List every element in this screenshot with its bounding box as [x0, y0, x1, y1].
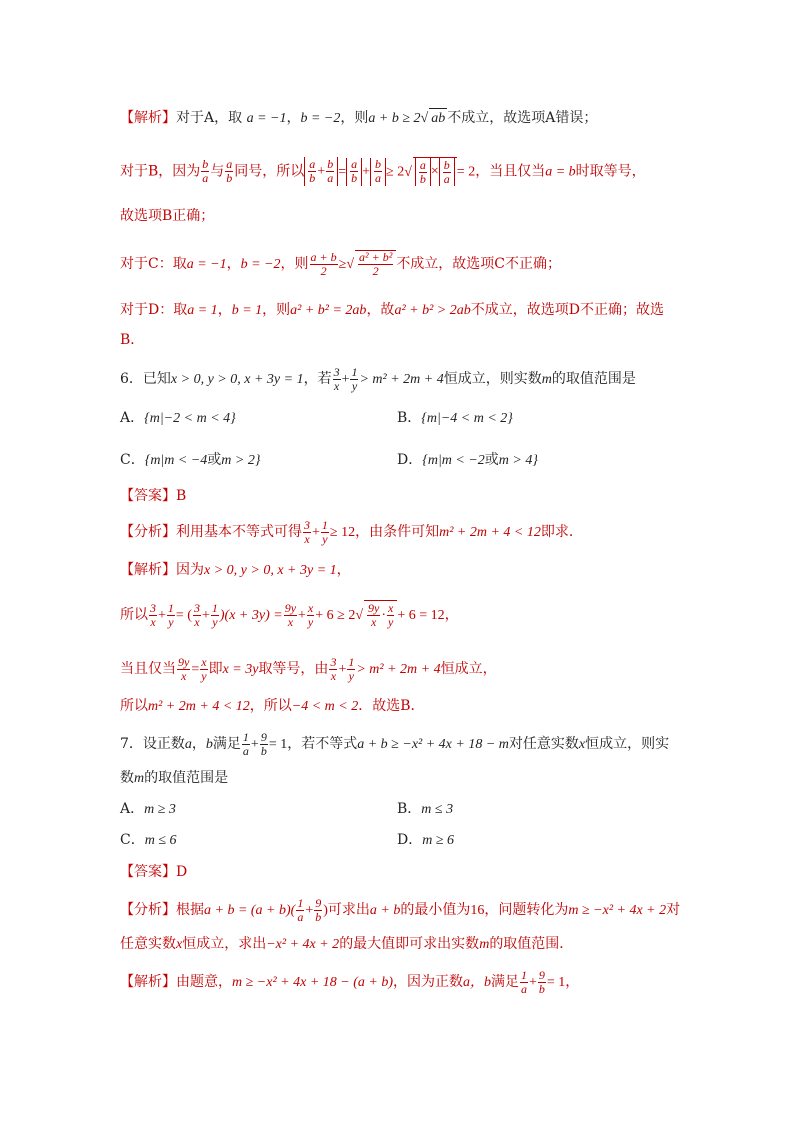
question-6-answer [120, 486, 186, 506]
text: 对于B，因为 [120, 163, 201, 180]
answer-value: B [176, 488, 187, 504]
text: 6．已知 [120, 371, 171, 387]
analysis-tag: 【解析】 [120, 974, 176, 990]
answer-tag: 【答案】 [120, 864, 176, 880]
fraction: $\frac{1}{y}$ [351, 364, 358, 393]
math-expr: a² + b² > 2ab [394, 303, 471, 318]
text: 时取等号， [575, 163, 646, 180]
text: ，则 [280, 256, 309, 272]
text: 满足 [212, 736, 241, 752]
question-7-jiexi: 【解析】由题意，m ≥ −x² + 4x + 18 − (a + b)，因为正数a，b满足 $\frac{1}{a}$ + $\frac{9}{b}$ = 1， [120, 967, 580, 996]
analysis-tag: 【解析】 [120, 562, 176, 578]
abs-expr: $\frac{a}{b}$ + $\frac{b}{a}$ [304, 157, 338, 186]
text: 对任意实数 [508, 736, 579, 752]
math-expr: > m² + 2m + 4 [359, 372, 444, 387]
text: 恒成立，求出 [182, 936, 267, 952]
answer-value: D [176, 864, 188, 880]
fraction: $\frac{3}{x}$ [304, 517, 310, 546]
text: 的取值范围是 [144, 770, 229, 786]
question-6-options-ab [120, 408, 760, 429]
text: 取等号，由 [258, 661, 329, 677]
text: ，因为正数 [392, 974, 463, 990]
option-d[interactable]: D．{m|m < −2或m > 4} [397, 452, 538, 468]
math-expr: b = −2 [240, 257, 281, 272]
text: 对于A，取 [176, 110, 243, 126]
math-expr: a = 1 [187, 303, 218, 318]
analysis-paragraph-c: 对于C：取a = −1，b = −2，则 $\frac{a + b}{2}$ ≥√ $\frac{\text{a² + b²}}{2}$ 不成立，故选项C不正确； [120, 249, 562, 279]
option-a[interactable]: A．m ≥ 3 [120, 801, 176, 817]
text: 任意实数 [120, 936, 176, 952]
math-expr: x > 0, y > 0, x + 3y = 1 [204, 563, 337, 578]
fraction: $\frac{a}{b}$ [226, 157, 233, 185]
text: 恒成立， [440, 661, 497, 677]
text: ，所以 [249, 698, 292, 714]
text: ，若 [303, 371, 332, 387]
math-expr: a² + b² = 2ab [290, 303, 367, 318]
question-6-stem: 6．已知x > 0, y > 0, x + 3y = 1，若 $\frac{3}{x}$ + $\frac{1}{y}$ > m² + 2m + 4恒成立，则实数m的取值范围是 [120, 364, 636, 393]
option-d[interactable]: D．m ≥ 6 [397, 832, 455, 848]
option-b[interactable]: B．m ≤ 3 [397, 801, 454, 817]
text: ，则 [262, 302, 291, 318]
question-6-jiexi-3: 当且仅当 $\frac{9y}{x}$ = $\frac{x}{y}$ 即x = 3y取等号，由 $\frac{3}{x}$ + $\frac{1}{y}$ > m² + 2m + 4恒成立， [120, 654, 497, 683]
text: 当且仅当 [120, 661, 176, 677]
text: 故选项B正确； [120, 208, 215, 224]
fraction: $\frac{a + b}{2}$ [310, 249, 337, 278]
sqrt-ab: √ ab [421, 111, 448, 126]
answer-tag: 【答案】 [120, 488, 176, 504]
question-6-fenxi: 【分析】利用基本不等式可得 $\frac{3}{x}$ + $\frac{1}{y}$ ≥ 12，由条件可知m² + 2m + 4 < 12即求． [120, 517, 583, 546]
text: 根据 [176, 902, 204, 918]
text: 7．设正数 [120, 736, 185, 752]
text: ，则 [340, 110, 369, 126]
abs-expr: $\frac{b}{a}$ [370, 158, 386, 186]
analysis-tag: 【分析】 [120, 902, 176, 918]
option-c[interactable]: C．{m|m < −4或m > 2} [120, 452, 261, 468]
text: 的取值范围是 [551, 371, 636, 387]
math-expr: a = −1 [246, 111, 287, 126]
text: 的取值范围． [489, 936, 574, 952]
text: ．故选B． [358, 698, 425, 714]
question-6-jiexi-2: 所以 $\frac{3}{x}$ + $\frac{1}{y}$ = ( $\frac{3}{x}$ + $\frac{1}{y}$ )(x + 3y) = $\frac{9y}{x}$ + $\frac{x}{y}$ + 6 ≥ 2√ $\frac{9y}{x}$ · $\frac{x}{y}$ + 6 = 12， [120, 600, 459, 630]
fraction: $\frac{3}{x}$ [333, 364, 340, 393]
text: 所以 [120, 607, 148, 623]
text: 不成立，故选项D不正确；故选 [470, 302, 664, 318]
text: 满足 [490, 974, 519, 990]
text: 的最大值即可求出实数 [339, 936, 480, 952]
analysis-tag: 【解析】 [120, 110, 176, 126]
question-6-jiexi [120, 560, 351, 581]
text: 恒成立，则实 [585, 736, 670, 752]
text: 与 [210, 163, 225, 180]
question-7-answer [120, 862, 187, 882]
text: 对于D：取 [120, 302, 188, 318]
text: 的最小值为 [400, 902, 471, 918]
question-7-fenxi: 【分析】根据a + b = (a + b)( $\frac{1}{a}$ + $\frac{9}{b}$ )可求出a + b的最小值为16，问题转化为m ≥ −x² + 4x + 2对 [120, 895, 681, 924]
math-expr: b = 1 [231, 303, 263, 318]
option-c[interactable]: C．m ≤ 6 [120, 832, 177, 848]
text: ，由条件可知 [355, 524, 440, 540]
text: 对 [666, 902, 681, 918]
analysis-paragraph-d: 对于D：取a = 1，b = 1，则a² + b² = 2ab，故a² + b² > 2ab不成立，故选项D不正确；故选 [120, 302, 664, 318]
math-expr: a = b [545, 164, 576, 180]
option-b[interactable]: B．{m|−4 < m < 2} [397, 410, 513, 426]
question-6-options-cd [120, 450, 760, 471]
option-a[interactable]: A．{m|−2 < m < 4} [120, 410, 236, 426]
sqrt-abs: √ $\frac{a}{b}$ × $\frac{b}{a}$ [404, 165, 457, 180]
question-7-stem-cont: 数m的取值范围是 [120, 770, 229, 786]
text: 所以 [120, 698, 148, 714]
text: 由题意， [176, 974, 232, 990]
abs-expr: $\frac{a}{b}$ [346, 158, 362, 186]
question-7-options-cd [120, 830, 760, 851]
text: 对于C：取 [120, 256, 187, 272]
text: B． [120, 332, 145, 348]
sqrt-expr: √ $\frac{9y}{x}$ · $\frac{x}{y}$ [355, 608, 397, 623]
question-7-stem: 7．设正数a，b满足 $\frac{1}{a}$ + $\frac{9}{b}$ = 1，若不等式a + b ≥ −x² + 4x + 18 − m对任意实数x恒成立，则实 [120, 729, 670, 758]
analysis-paragraph-b-cont [120, 206, 214, 226]
text: 同号，所以 [234, 163, 305, 180]
text: ，当且仅当 [475, 163, 546, 180]
text: 可求出 [327, 902, 370, 918]
analysis-paragraph-a: 【解析】对于A，取 a = −1，b = −2，则a + b ≥ 2√ ab 不成立，故选项A错误； [120, 108, 597, 129]
text: 不成立，故选项C不正确； [396, 256, 562, 272]
math-expr: m² + 2m + 4 < 12 [439, 525, 541, 540]
math-expr: a + b ≥ 2 [368, 111, 421, 126]
text: ， [336, 562, 351, 578]
analysis-tag: 【分析】 [120, 524, 176, 540]
fraction: $\frac{1}{y}$ [321, 517, 328, 546]
math-var: m [541, 372, 552, 387]
question-7-options-ab [120, 799, 760, 820]
text: 不成立，故选项A错误； [447, 110, 598, 126]
fraction: $\frac{b}{a}$ [202, 157, 209, 185]
text: ，故 [366, 302, 395, 318]
text: 即 [208, 661, 223, 677]
math-expr: a = −1 [186, 257, 227, 272]
math-expr: b = −2 [300, 111, 341, 126]
text: 恒成立，则实数 [443, 371, 542, 387]
text: ，问题转化为 [484, 902, 569, 918]
text: 利用基本不等式可得 [176, 524, 302, 540]
text: 因为 [176, 562, 204, 578]
question-7-fenxi-cont: 任意实数x恒成立，求出−x² + 4x + 2的最大值即可求出实数m的取值范围． [120, 936, 574, 952]
text: ，若不等式 [287, 736, 358, 752]
question-6-jiexi-4: 所以m² + 2m + 4 < 12，所以−4 < m < 2．故选B． [120, 698, 425, 714]
math-expr: x > 0, y > 0, x + 3y = 1 [170, 372, 304, 387]
text: 即求． [540, 524, 583, 540]
analysis-paragraph-d-cont [120, 330, 144, 350]
analysis-paragraph-b: 对于B，因为 $\frac{b}{a}$ 与 $\frac{a}{b}$ 同号，所以 $\frac{a}{b}$ + $\frac{b}{a}$ = $\frac{a}{b}$ + $\frac{b}{a}$ ≥ 2√ $\frac{a}{b}$ × $\frac{b}{a}$ = 2，当且仅当a = b时取等号， [120, 156, 646, 186]
sqrt-expr: √ $\frac{\text{a² + b²}}{2}$ [346, 257, 396, 272]
text: 数 [120, 770, 134, 786]
